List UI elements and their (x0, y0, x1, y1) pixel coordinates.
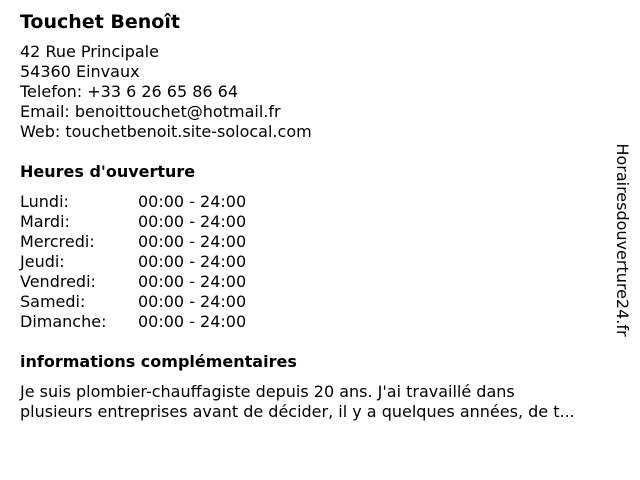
info-line-1: Je suis plombier-chauffagiste depuis 20 ans. J'ai travaillé dans (20, 382, 515, 401)
phone-line: Telefon: +33 6 26 65 86 64 (20, 82, 239, 101)
hours-row-monday (20, 192, 610, 212)
day-label: Mardi: (20, 212, 70, 231)
time-value: 00:00 - 24:00 (138, 212, 247, 231)
hours-row-thursday (20, 252, 610, 272)
business-name: Touchet Benoît (20, 11, 180, 33)
time-value: 00:00 - 24:00 (138, 232, 247, 251)
info-description (20, 382, 610, 422)
time-value: 00:00 - 24:00 (138, 292, 247, 311)
info-line-2: plusieurs entreprises avant de décider, il y a quelques années, de t... (20, 402, 575, 421)
day-label: Mercredi: (20, 232, 95, 251)
time-value: 00:00 - 24:00 (138, 192, 247, 211)
hours-row-tuesday (20, 212, 610, 232)
site-watermark: Horairesdouverture24.fr (613, 143, 632, 337)
info-title: informations complémentaires (20, 352, 297, 371)
day-label: Vendredi: (20, 272, 96, 291)
time-value: 00:00 - 24:00 (138, 272, 247, 291)
hours-row-sunday (20, 312, 610, 332)
hours-row-friday (20, 272, 610, 292)
address-street: 42 Rue Principale (20, 42, 159, 61)
web-line: Web: touchetbenoit.site-solocal.com (20, 122, 312, 141)
day-label: Samedi: (20, 292, 86, 311)
hours-row-wednesday (20, 232, 610, 252)
hours-row-saturday (20, 292, 610, 312)
time-value: 00:00 - 24:00 (138, 252, 247, 271)
time-value: 00:00 - 24:00 (138, 312, 247, 331)
day-label: Lundi: (20, 192, 69, 211)
day-label: Jeudi: (20, 252, 65, 271)
address-city: 54360 Einvaux (20, 62, 140, 81)
email-line: Email: benoittouchet@hotmail.fr (20, 102, 281, 121)
contact-block (20, 42, 610, 142)
hours-table (20, 192, 610, 332)
day-label: Dimanche: (20, 312, 107, 331)
hours-title: Heures d'ouverture (20, 162, 196, 181)
business-card (20, 10, 610, 422)
